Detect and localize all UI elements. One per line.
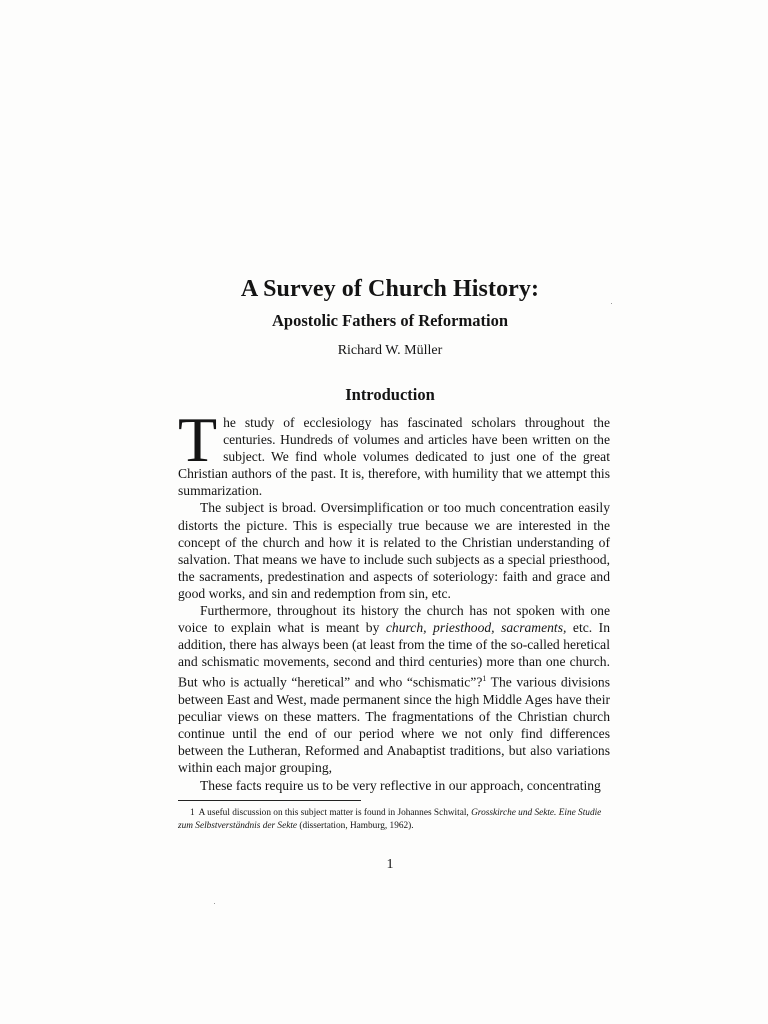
paragraph-3-text-a: Furthermore, throughout its history the church has not spoken with one voice to explain what is meant by bbox=[178, 603, 610, 636]
author-name: Richard W. Müller bbox=[337, 343, 443, 358]
document-title: A Survey of Church History: bbox=[240, 276, 540, 302]
section-heading: Introduction bbox=[345, 385, 435, 404]
scan-speck bbox=[214, 903, 215, 904]
footnote-text-b: (dissertation, Hamburg, 1962). bbox=[297, 821, 414, 831]
footnote-text-a: A useful discussion on this subject matter is found in Johannes Schwital, bbox=[198, 808, 472, 818]
paragraph-2: The subject is broad. Oversimplification or too much concentration easily distorts the picture. This is especially true because we are interested in the concept of the church and how it is related to the Christian understanding of salvation. That means we have to include such subjects as a special priesthood, the sacraments, predestination and aspects of soteriology: faith and grace and good works, and sin and redemption from sin, etc. bbox=[178, 500, 610, 601]
paragraph-3 bbox=[178, 602, 610, 776]
scan-speck bbox=[611, 303, 612, 304]
body-text bbox=[178, 404, 611, 794]
paragraph-4: These facts require us to be very reflective in our approach, concentrating bbox=[200, 777, 601, 793]
paragraph-1 bbox=[178, 404, 610, 499]
document-subtitle: Apostolic Fathers of Reformation bbox=[272, 311, 508, 330]
paragraph-3-italic-terms: church, priesthood, sacraments, bbox=[385, 620, 567, 636]
drop-cap: T bbox=[178, 404, 218, 475]
footnote bbox=[178, 807, 610, 833]
footnote-italic-title: Grosskirche und Sekte. Eine Studie zum Selbstverständnis der Sekte bbox=[178, 808, 602, 831]
footnote-reference[interactable]: 1 bbox=[482, 674, 487, 684]
paragraph-3-text-b: etc. In addition, there has always been (at least from the time of the so-called heretical and schismatic movements, second and third centuries) more than one church. But who is actually “heretical” and who “schismatic”? bbox=[178, 620, 610, 690]
footnote-number: 1 bbox=[190, 808, 195, 818]
paragraph-3-text-c: The various divisions between East and West, made permanent since the high Middle Ages have their peculiar views on these matters. The fragmentations of the Christian church continue until the end of our period where we not only find differences between the Lutheran, Reformed and Anabaptist traditions, but also variations within each major grouping, bbox=[178, 674, 611, 776]
page-number: 1 bbox=[386, 857, 394, 872]
footnote-divider bbox=[178, 800, 361, 801]
paragraph-1-text: he study of ecclesiology has fascinated scholars throughout the centuries. Hundreds of volumes and articles have been written on the subject. We find whole volumes dedicated to just one of the great Christian authors of the past. It is, therefore, with humility that we attempt this summarization. bbox=[178, 415, 610, 499]
